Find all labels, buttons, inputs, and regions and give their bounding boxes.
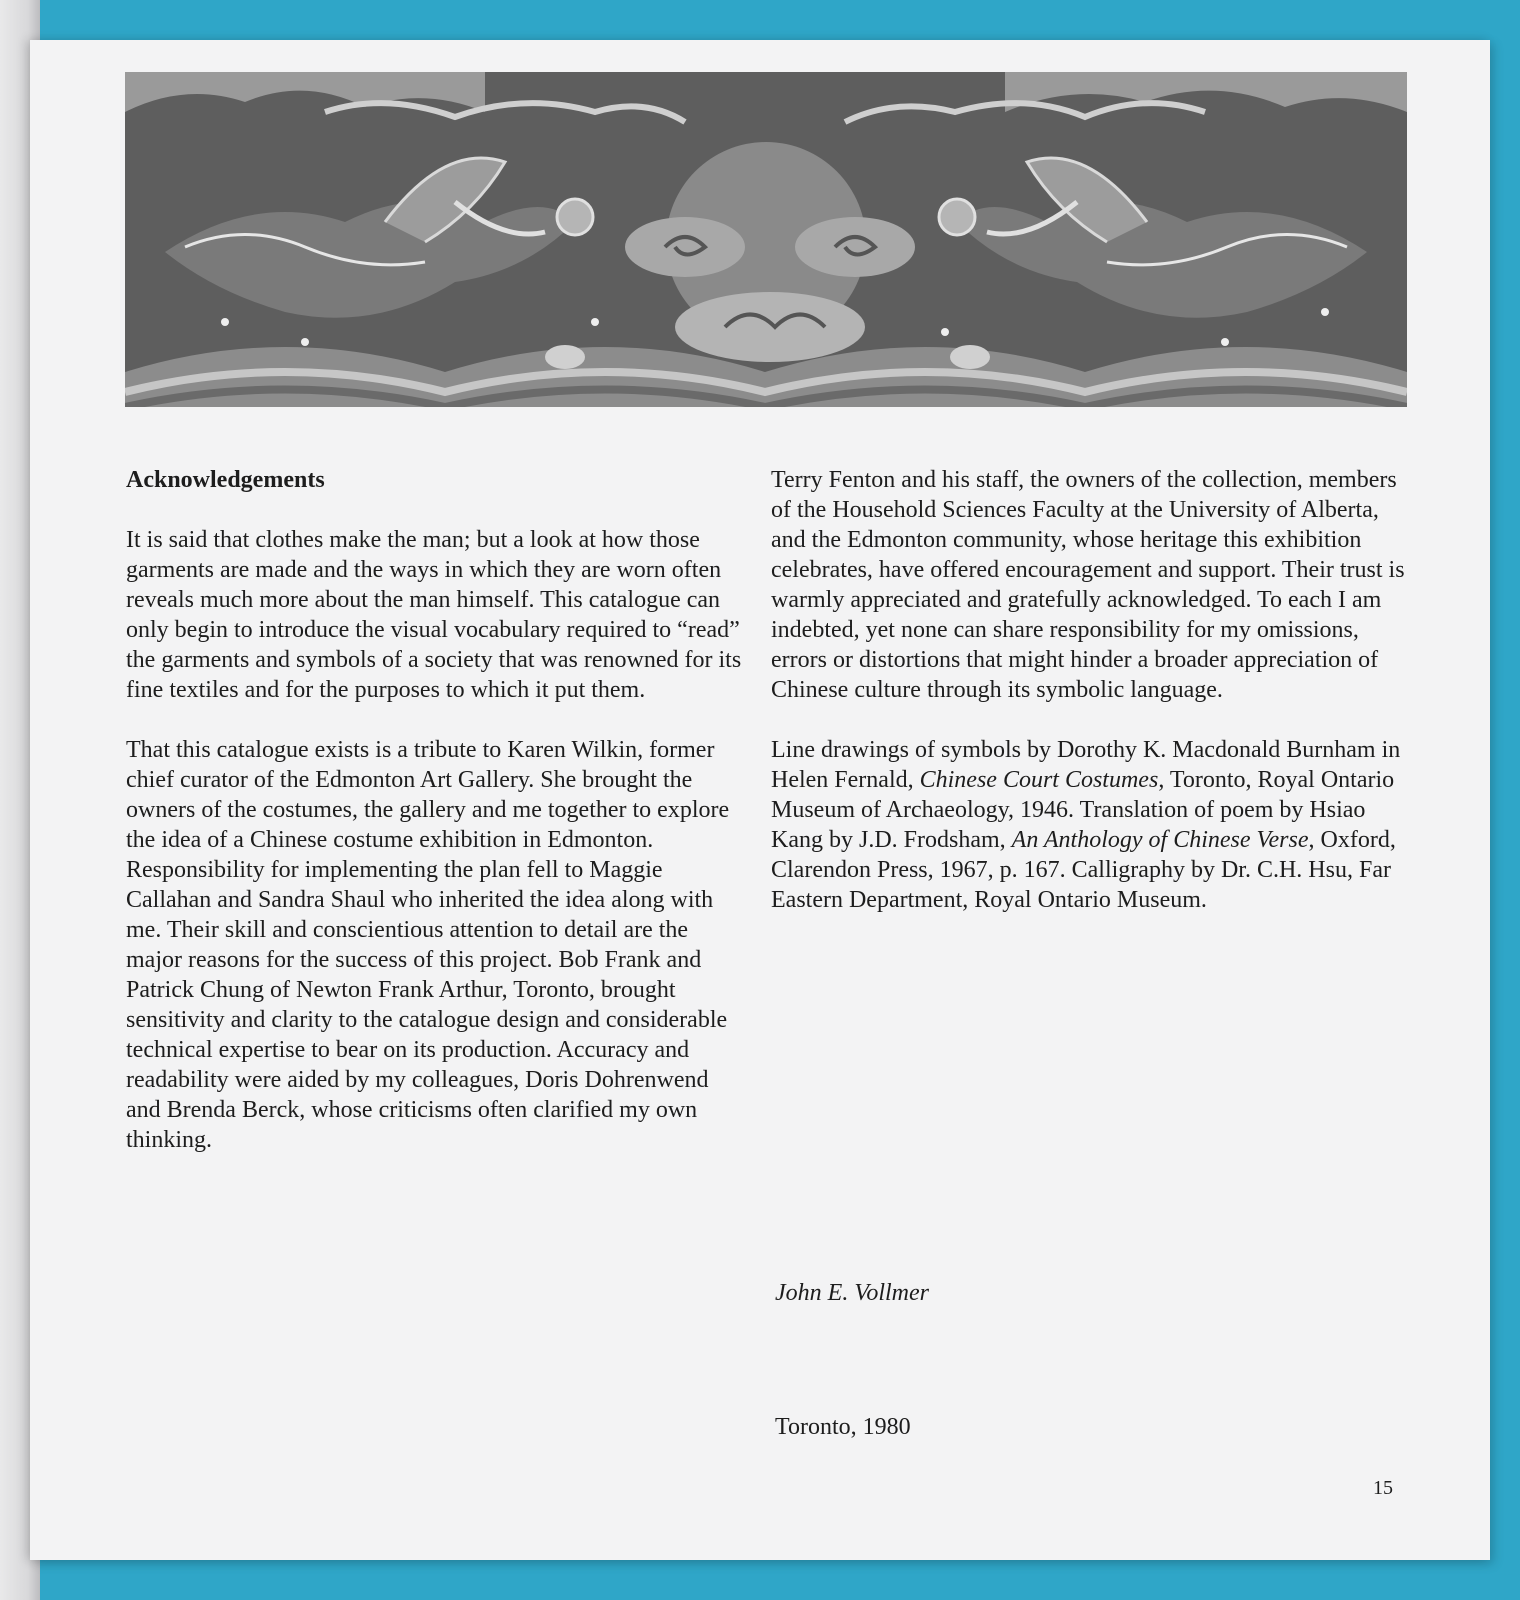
credits-book-title-2: An Anthology of Chinese Verse	[1011, 827, 1309, 853]
credits-book-title-1: Chinese Court Costumes	[919, 767, 1159, 793]
author-signature: John E. Vollmer	[775, 1280, 929, 1306]
section-heading: Acknowledgements	[126, 467, 325, 493]
place-and-date: Toronto, 1980	[775, 1414, 911, 1440]
tribute-paragraph: That this catalogue exists is a tribute to Karen Wilkin, former chief curator of the Edmonton Art Gallery. She brought the owners of the costumes, the gallery and me together to explore the idea of a Chinese costume exhibition in Edmonton. Responsibility for implementing the plan fell to Maggie Callahan and Sandra Shaul who inherited the idea along with me. Their skill and conscientious attention to detail are the major reasons for the success of this project. Bob Frank and Patrick Chung of Newton Frank Arthur, Toronto, brought sensitivity and clarity to the catalogue design and considerable technical expertise to bear on its production. Accuracy and readability were aided by my colleagues, Doris Dohrenwend and Brenda Berck, whose criticisms often clarified my own thinking.	[126, 737, 730, 1153]
right-column	[771, 465, 1411, 945]
credits-paragraph	[771, 735, 1411, 915]
credits-text-1: Line drawings of symbols by Dorothy K. Macdonald Burnham in Helen Fernald,	[771, 737, 1401, 793]
intro-paragraph: It is said that clothes make the man; but a look at how those garments are made and the ways in which they are worn often reveals much more about the man himself. This catalogue can only begin to introduce the visual vocabulary required to “read” the garments and symbols of a society that was renowned for its fine textiles and for the purposes to which it put them.	[126, 527, 742, 703]
book-page	[30, 40, 1490, 1560]
left-column	[126, 465, 746, 1185]
page-number: 15	[1373, 1477, 1393, 1499]
embroidered-phoenix-banner-image	[125, 72, 1407, 407]
thanks-paragraph: Terry Fenton and his staff, the owners of the collection, members of the Household Sciences Faculty at the University of Alberta, and the Edmonton community, whose heritage this exhibition celebrates, have offered encouragement and support. Their trust is warmly appreciated and gratefully acknowledged. To each I am indebted, yet none can share responsibility for my omissions, errors or distortions that might hinder a broader appreciation of Chinese culture through its symbolic language.	[771, 467, 1405, 703]
credits-text-3: , Oxford, Clarendon Press, 1967, p. 167. Calligraphy by Dr. C.H. Hsu, Far Eastern Department, Royal Ontario Museum.	[771, 827, 1396, 913]
credits-text-2: , Toronto, Royal Ontario Museum of Archaeology, 1946. Translation of poem by Hsiao Kang by J.D. Frodsham,	[771, 767, 1395, 853]
